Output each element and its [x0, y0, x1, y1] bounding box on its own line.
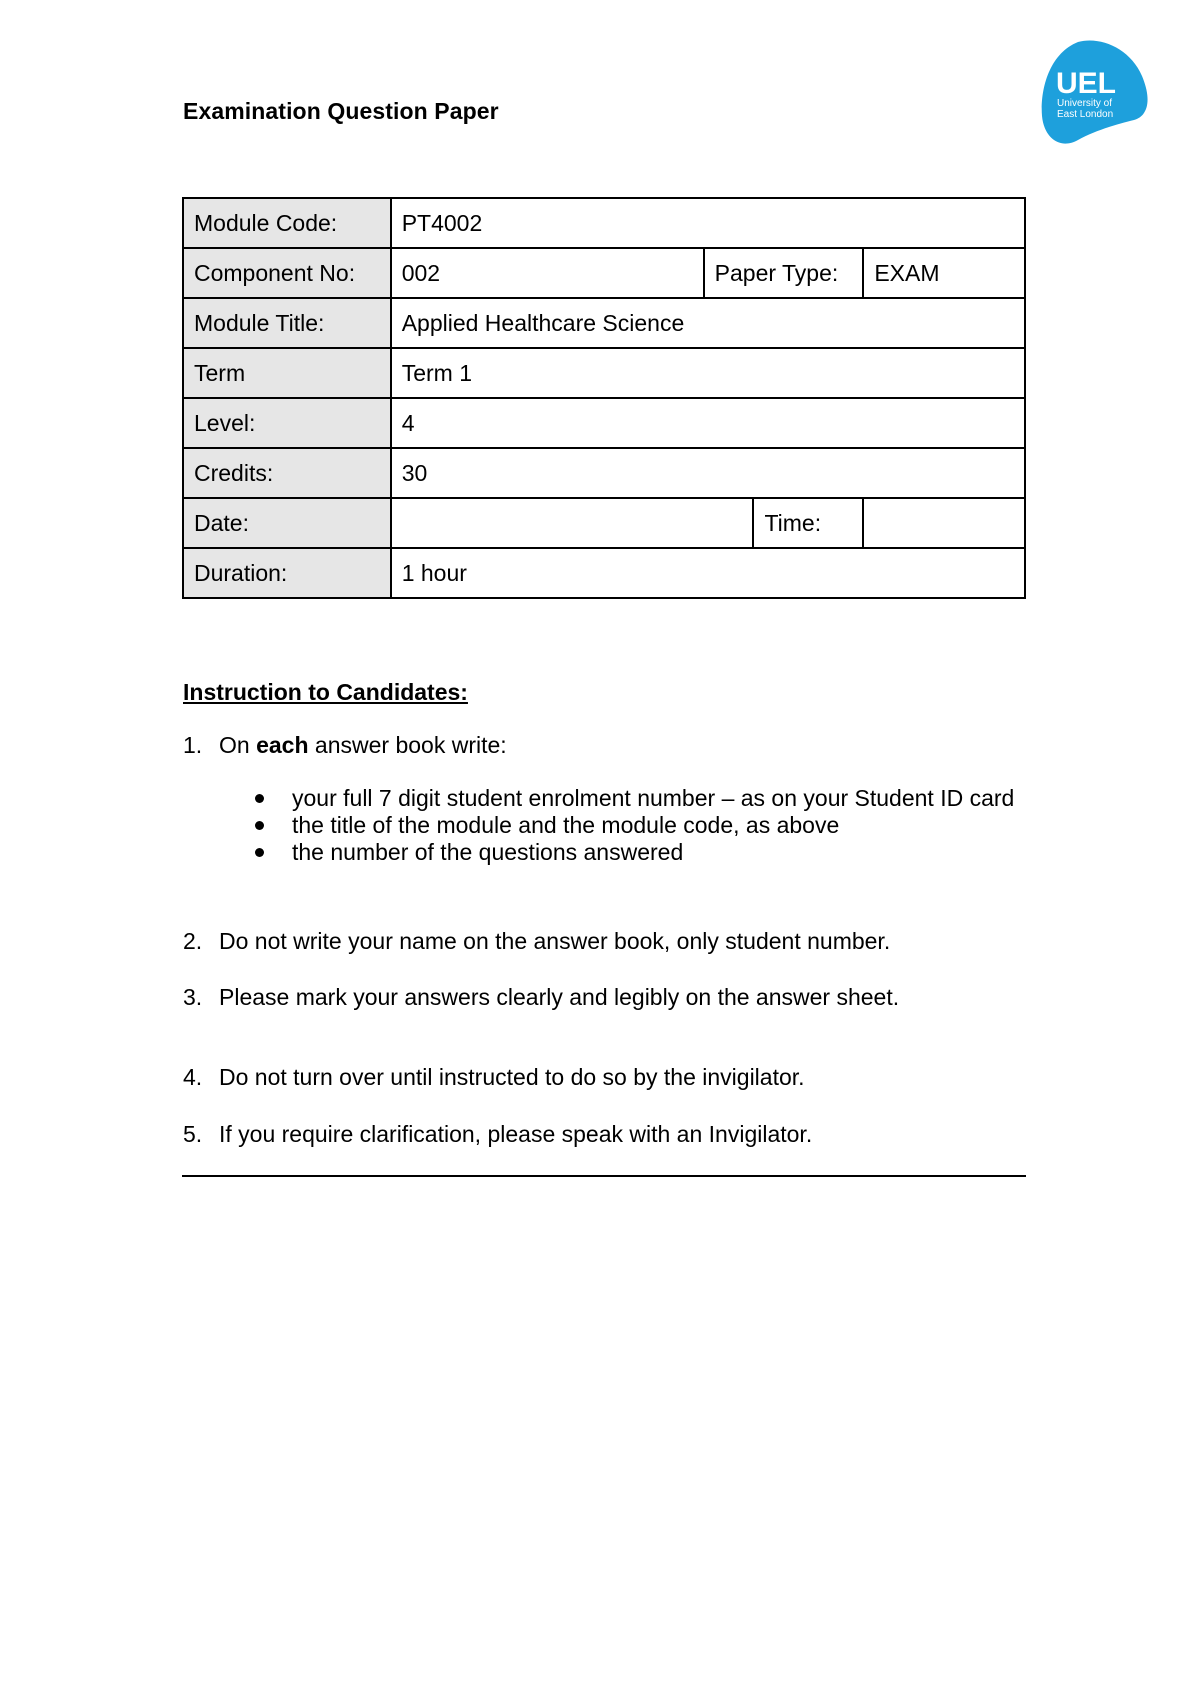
- level-label: Level:: [183, 398, 391, 448]
- paper-type-value: EXAM: [863, 248, 1025, 298]
- bullet-icon: [255, 794, 264, 803]
- credits-value: 30: [391, 448, 1025, 498]
- table-row: [183, 398, 1025, 448]
- time-value: [863, 498, 1025, 548]
- table-row: [183, 248, 1025, 298]
- table-row: [183, 198, 1025, 248]
- list-item: [252, 812, 1026, 839]
- paper-type-label: Paper Type:: [704, 248, 864, 298]
- instruction-item-2: [183, 928, 890, 955]
- item-text: If you require clarification, please speak with an Invigilator.: [219, 1121, 813, 1147]
- bullet-text: the number of the questions answered: [292, 839, 684, 865]
- term-label: Term: [183, 348, 391, 398]
- instructions-heading: Instruction to Candidates:: [183, 679, 468, 705]
- bullet-list: [252, 785, 1026, 866]
- item-text: Do not turn over until instructed to do so by the invigilator.: [219, 1064, 805, 1090]
- logo-text-sub2: East London: [1057, 109, 1114, 120]
- table-row: [183, 498, 1025, 548]
- bullet-icon: [255, 821, 264, 830]
- term-value: Term 1: [391, 348, 1025, 398]
- table-row: [183, 348, 1025, 398]
- credits-label: Credits:: [183, 448, 391, 498]
- item-number: 3.: [183, 984, 203, 1010]
- module-code-label: Module Code:: [183, 198, 391, 248]
- page-title: Examination Question Paper: [183, 98, 499, 124]
- item-text-post: answer book write:: [308, 732, 507, 758]
- instruction-item-1: [183, 732, 507, 759]
- instruction-item-5: [183, 1121, 812, 1148]
- date-value: [391, 498, 754, 548]
- item-number: 4.: [183, 1064, 203, 1090]
- item-text-bold: each: [256, 732, 309, 758]
- logo-text-main: UEL: [1056, 67, 1116, 100]
- section-divider: [182, 1175, 1026, 1177]
- level-value: 4: [391, 398, 1025, 448]
- module-code-value: PT4002: [391, 198, 1025, 248]
- item-number: 5.: [183, 1121, 203, 1147]
- table-row: [183, 448, 1025, 498]
- item-number: 2.: [183, 928, 203, 954]
- module-title-value: Applied Healthcare Science: [391, 298, 1025, 348]
- component-no-label: Component No:: [183, 248, 391, 298]
- time-label: Time:: [753, 498, 863, 548]
- list-item: [252, 785, 1026, 812]
- module-title-label: Module Title:: [183, 298, 391, 348]
- module-info-table: [182, 197, 1026, 599]
- duration-label: Duration:: [183, 548, 391, 598]
- date-label: Date:: [183, 498, 391, 548]
- duration-value: 1 hour: [391, 548, 1025, 598]
- uel-logo-icon: [1038, 38, 1150, 148]
- table-row: [183, 298, 1025, 348]
- table-row: [183, 548, 1025, 598]
- instruction-item-4: [183, 1064, 805, 1091]
- bullet-text: the title of the module and the module code, as above: [292, 812, 840, 838]
- instruction-item-3: [183, 984, 899, 1011]
- item-number: 1.: [183, 732, 203, 758]
- logo-text-sub1: University of: [1057, 98, 1113, 109]
- bullet-icon: [255, 848, 264, 857]
- component-no-value: 002: [391, 248, 704, 298]
- item-text: Do not write your name on the answer book, only student number.: [219, 928, 891, 954]
- item-text-pre: On: [219, 732, 257, 758]
- bullet-text: your full 7 digit student enrolment number – as on your Student ID card: [292, 785, 1015, 811]
- item-text: Please mark your answers clearly and legibly on the answer sheet.: [219, 984, 900, 1010]
- list-item: [252, 839, 1026, 866]
